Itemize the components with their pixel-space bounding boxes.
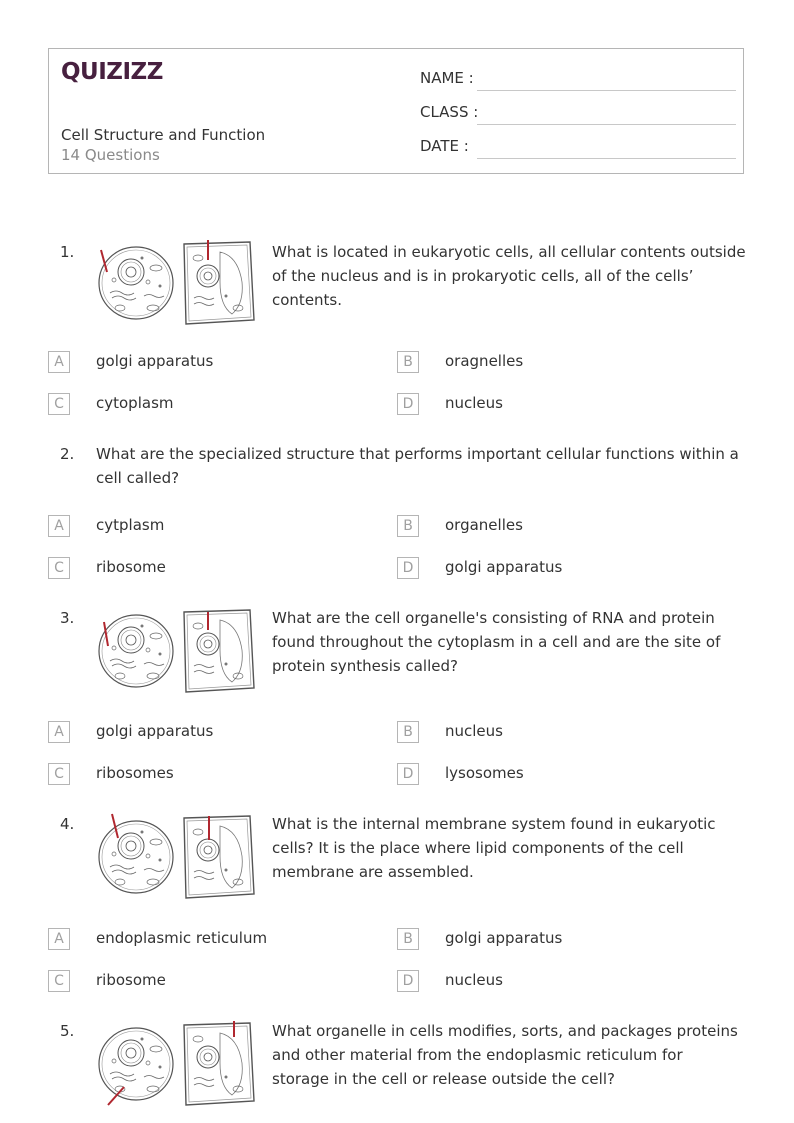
question-number: 3. [60,609,75,627]
option-text: endoplasmic reticulum [96,929,268,947]
question-number: 5. [60,1022,75,1040]
option-letter-box[interactable]: B [397,721,419,743]
name-label: NAME : [420,69,474,87]
option-text: ribosome [96,558,166,576]
option-text: nucleus [445,971,503,989]
option-letter-box[interactable]: D [397,763,419,785]
option-text: nucleus [445,722,503,740]
date-field[interactable] [420,137,736,161]
cell-diagram-image [98,238,258,328]
option-text: cytoplasm [96,394,174,412]
option-text: cytplasm [96,516,165,534]
class-line[interactable] [477,124,736,125]
question-text: What is the internal membrane system found in eukaryotic cells? It is the place where lipid components of the cell membrane are assembled. [272,815,716,881]
question-number: 1. [60,243,75,261]
option-letter-box[interactable]: A [48,721,70,743]
option-text: ribosome [96,971,166,989]
option-letter-box[interactable]: C [48,970,70,992]
question-text: What is located in eukaryotic cells, all cellular contents outside of the nucleus and is in prokaryotic cells, all of the cells’ contents. [272,243,746,309]
name-line[interactable] [477,90,736,91]
pointer-line [104,622,108,646]
question-text: What organelle in cells modifies, sorts, and packages proteins and other material from the endoplasmic reticulum for storage in the cell or release outside the cell? [272,1022,738,1088]
option-letter-box[interactable]: C [48,763,70,785]
cell-diagram-image [98,1019,258,1109]
option-letter-box[interactable]: D [397,557,419,579]
option-letter-box[interactable]: A [48,515,70,537]
worksheet-header [48,48,744,174]
name-field[interactable] [420,69,736,93]
cell-diagram-image [98,606,258,696]
class-label: CLASS : [420,103,479,121]
question-number: 4. [60,815,75,833]
option-letter-box[interactable]: A [48,351,70,373]
class-field[interactable] [420,103,736,127]
date-label: DATE : [420,137,469,155]
option-letter-box[interactable]: D [397,970,419,992]
option-text: golgi apparatus [96,352,214,370]
option-text: nucleus [445,394,503,412]
option-text: ribosomes [96,764,174,782]
option-letter-box[interactable]: D [397,393,419,415]
option-text: golgi apparatus [445,929,563,947]
option-letter-box[interactable]: B [397,351,419,373]
question-text: What are the cell organelle's consisting of RNA and protein found throughout the cytoplasm in a cell and are the site of protein synthesis called? [272,609,721,675]
worksheet-title: Cell Structure and Function [61,126,266,144]
option-letter-box[interactable]: B [397,515,419,537]
option-text: golgi apparatus [445,558,563,576]
option-text: golgi apparatus [96,722,214,740]
option-letter-box[interactable]: B [397,928,419,950]
question-text: What are the specialized structure that performs important cellular functions within a cell called? [96,445,739,487]
date-line[interactable] [477,158,736,159]
option-text: organelles [445,516,523,534]
cell-diagram-image [98,812,258,902]
quizizz-logo: QUIZIZZ [61,59,163,85]
question-number: 2. [60,445,75,463]
option-text: lysosomes [445,764,524,782]
question-count: 14 Questions [61,146,160,164]
option-letter-box[interactable]: A [48,928,70,950]
option-text: oragnelles [445,352,524,370]
option-letter-box[interactable]: C [48,557,70,579]
option-letter-box[interactable]: C [48,393,70,415]
